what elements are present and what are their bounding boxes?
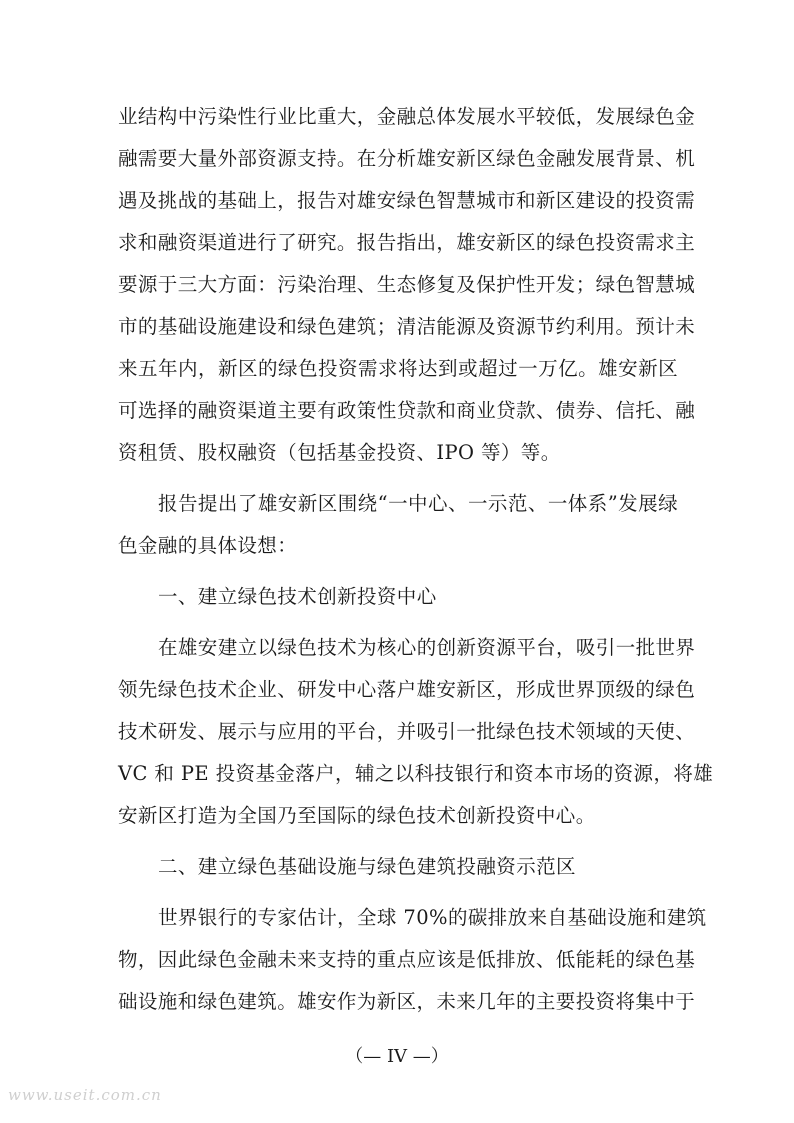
paragraph-line: 求和融资渠道进行了研究。报告指出，雄安新区的绿色投资需求主	[118, 231, 696, 254]
paragraph-line: 遇及挑战的基础上，报告对雄安绿色智慧城市和新区建设的投资需	[118, 189, 696, 212]
watermark: www.useit.com.cn	[8, 1086, 162, 1104]
paragraph-line: 报告提出了雄安新区围绕“一中心、一示范、一体系”发展绿	[158, 492, 678, 515]
paragraph-line: 业结构中污染性行业比重大，金融总体发展水平较低，发展绿色金	[118, 105, 696, 128]
paragraph-line: 色金融的具体设想：	[118, 534, 298, 557]
paragraph-line: 安新区打造为全国乃至国际的绿色技术创新投资中心。	[118, 804, 596, 827]
page-number: （— IV —）	[345, 1046, 449, 1067]
paragraph-line: 在雄安建立以绿色技术为核心的创新资源平台，吸引一批世界	[158, 636, 696, 659]
section-heading: 二、建立绿色基础设施与绿色建筑投融资示范区	[158, 855, 576, 878]
paragraph-line: 领先绿色技术企业、研发中心落户雄安新区，形成世界顶级的绿色	[118, 678, 696, 701]
paragraph-line: 市的基础设施建设和绿色建筑；清洁能源及资源节约利用。预计未	[118, 315, 696, 338]
paragraph-line: VC 和 PE 投资基金落户，辅之以科技银行和资本市场的资源，将雄	[118, 762, 714, 785]
paragraph-line: 要源于三大方面：污染治理、生态修复及保护性开发；绿色智慧城	[118, 273, 696, 296]
section-heading: 一、建立绿色技术创新投资中心	[158, 585, 437, 608]
paragraph-line: 技术研发、展示与应用的平台，并吸引一批绿色技术领域的天使、	[118, 720, 696, 743]
paragraph-line: 础设施和绿色建筑。雄安作为新区，未来几年的主要投资将集中于	[118, 990, 696, 1013]
paragraph-line: 来五年内，新区的绿色投资需求将达到或超过一万亿。雄安新区	[118, 357, 678, 380]
paragraph-line: 物，因此绿色金融未来支持的重点应该是低排放、低能耗的绿色基	[118, 948, 696, 971]
paragraph-line: 资租赁、股权融资（包括基金投资、IPO 等）等。	[118, 441, 561, 464]
paragraph-line: 可选择的融资渠道主要有政策性贷款和商业贷款、债券、信托、融	[118, 399, 696, 422]
paragraph-line: 世界银行的专家估计，全球 70%的碳排放来自基础设施和建筑	[158, 906, 707, 929]
paragraph-line: 融需要大量外部资源支持。在分析雄安新区绿色金融发展背景、机	[118, 147, 696, 170]
